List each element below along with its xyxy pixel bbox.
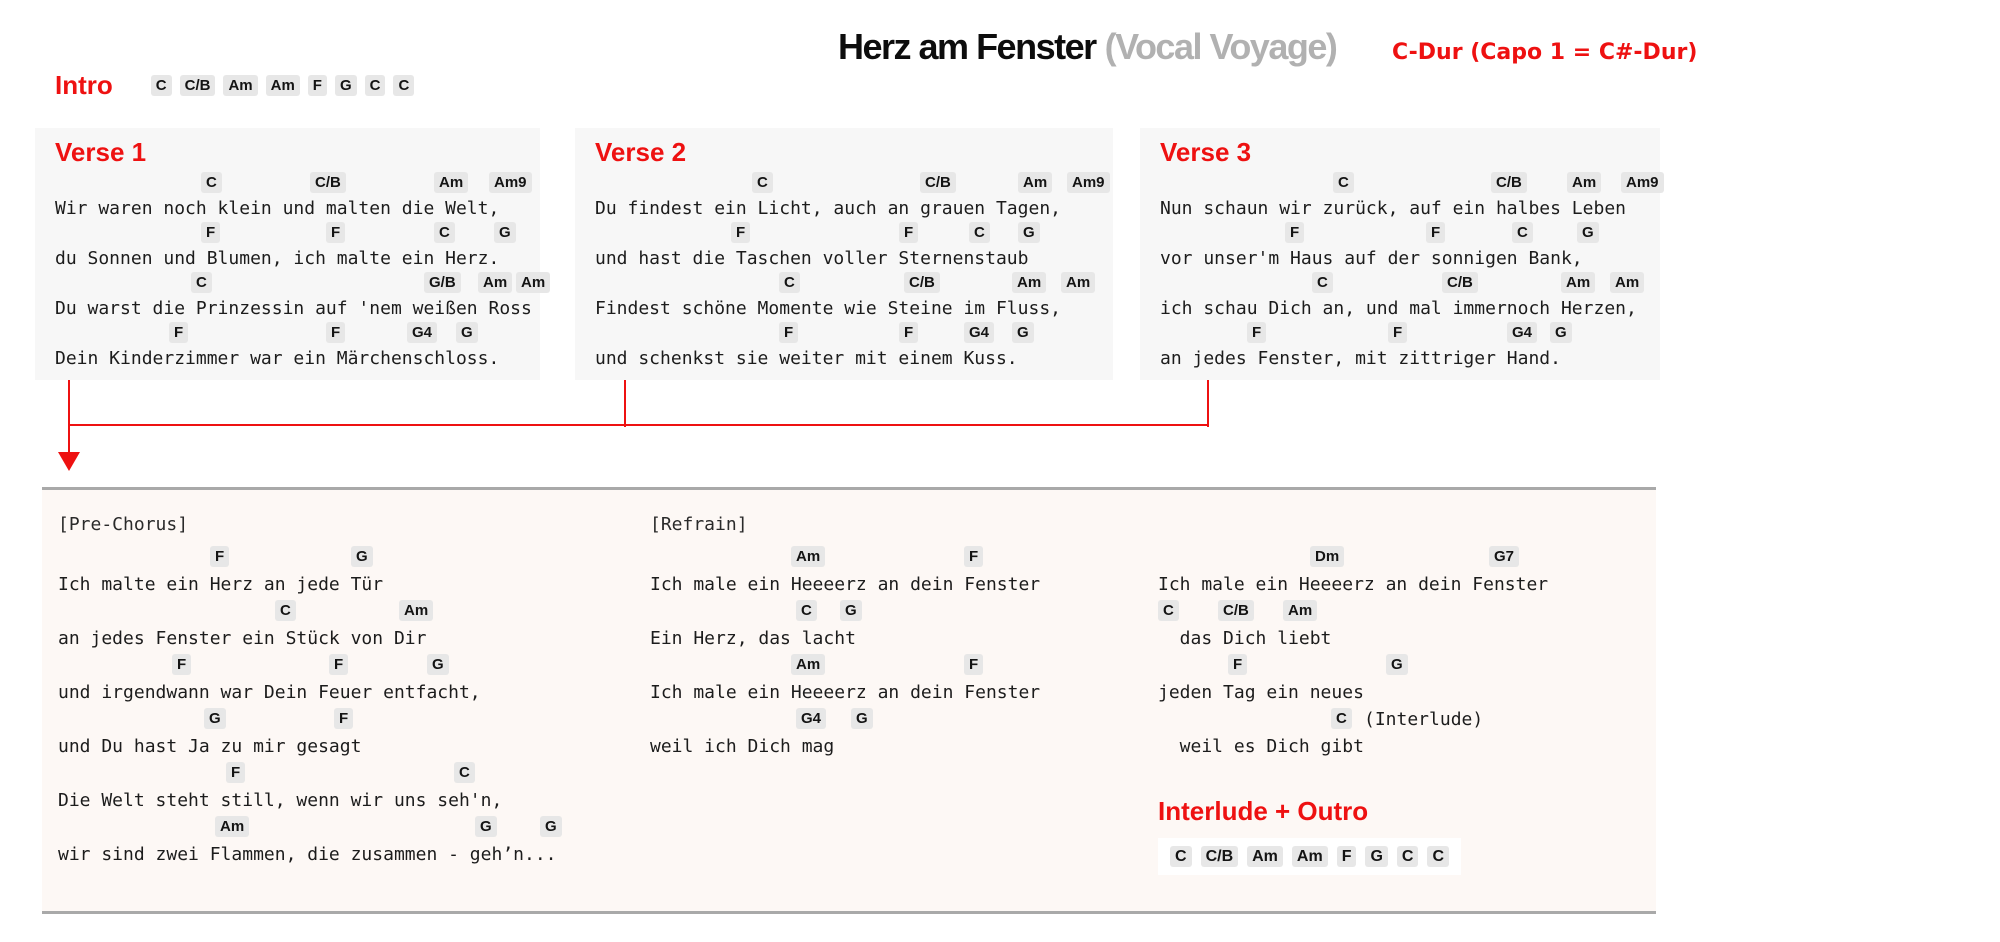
chord-line (650, 546, 1110, 573)
chord-chip: G (456, 322, 478, 343)
lyric-line: Ein Herz, das lacht (650, 628, 856, 649)
chord-chip: G (427, 654, 449, 675)
chord-chip: C (779, 272, 800, 293)
lyric-line: Ich malte ein Herz an jede Tür (58, 574, 384, 595)
chord-chip: Am (791, 654, 825, 675)
chorus-column (58, 514, 642, 914)
chord-chip: G (540, 816, 562, 837)
song-key: C-Dur (Capo 1 = C#-Dur) (1392, 40, 1698, 65)
chord-chip: Am (1018, 172, 1052, 193)
chord-line (55, 272, 546, 297)
chord-chip: Am9 (1621, 172, 1664, 193)
chord-chip: Am (1061, 272, 1095, 293)
lyric-line: vor unser'm Haus auf der sonnigen Bank, (1160, 248, 1583, 269)
verse-heading: Verse 2 (595, 137, 687, 167)
column-header: [Pre-Chorus] (58, 514, 189, 535)
chord-line (595, 322, 1113, 347)
chord-chip: C (1158, 600, 1179, 621)
chord-chip: F (169, 322, 188, 343)
chord-chip: F (1285, 222, 1304, 243)
interlude-note: (Interlude) (1364, 709, 1484, 730)
column-header (1158, 514, 1658, 546)
title-block (838, 26, 1336, 68)
chord-chip: F (172, 654, 191, 675)
lyric-line: Dein Kinderzimmer war ein Märchenschloss. (55, 348, 500, 369)
chord-chip: C (1312, 272, 1333, 293)
chord-line (58, 816, 642, 843)
chord-line (595, 272, 1113, 297)
chord-chip: C/B (904, 272, 940, 293)
chord-chip: C/B (1218, 600, 1254, 621)
verse-heading: Verse 3 (1160, 137, 1252, 167)
chord-chip: G4 (1507, 322, 1537, 343)
verse-box (1140, 128, 1660, 380)
chorus-column (1158, 514, 1658, 914)
chord-chip: G (204, 708, 226, 729)
outro-chords (1158, 838, 1461, 875)
chord-chip: G (1577, 222, 1599, 243)
lyric-line: weil ich Dich mag (650, 736, 835, 757)
intro-chord-chip: C (393, 75, 414, 96)
outro-chord-chip: C (1397, 846, 1419, 867)
chord-chip: F (964, 654, 983, 675)
intro-chords (151, 75, 415, 96)
chord-chip: Am (434, 172, 468, 193)
chord-line (1160, 222, 1660, 247)
chord-chip: C/B (920, 172, 956, 193)
chord-line (595, 222, 1113, 247)
chord-line (650, 654, 1110, 681)
lyric-line: an jedes Fenster, mit zittriger Hand. (1160, 348, 1561, 369)
verse-box (35, 128, 546, 380)
chord-chip: C (275, 600, 296, 621)
outro-chord-chip: G (1365, 846, 1387, 867)
intro-chord-chip: F (308, 75, 327, 96)
lyric-line: Ich male ein Heeeerz an dein Fenster (650, 682, 1041, 703)
chord-line (1160, 322, 1660, 347)
lyric-line: Findest schöne Momente wie Steine im Fluss, (595, 298, 1061, 319)
chord-chip: G7 (1489, 546, 1519, 567)
lyric-line: und irgendwann war Dein Feuer entfacht, (58, 682, 481, 703)
chord-chip: C (969, 222, 990, 243)
chord-chip: C (434, 222, 455, 243)
chord-chip: F (326, 222, 345, 243)
chord-line (58, 708, 642, 735)
outro-chord-chip: C (1427, 846, 1449, 867)
chord-chip: C (1331, 708, 1352, 729)
chord-chip: F (1247, 322, 1266, 343)
verse-heading: Verse 1 (55, 137, 147, 167)
outro-chord-chip: C (1170, 846, 1192, 867)
connector-horizontal-line (68, 424, 1209, 426)
lyric-line: und hast die Taschen voller Sternenstaub (595, 248, 1029, 269)
connector-arrow-stem (68, 426, 70, 454)
verse-box (575, 128, 1113, 380)
chord-chip: F (779, 322, 798, 343)
connector-verse3-line (1207, 380, 1209, 427)
lyric-line: jeden Tag ein neues (1158, 682, 1364, 703)
chord-chip: G (351, 546, 373, 567)
outro-chord-chip: Am (1247, 846, 1283, 867)
chord-line (595, 172, 1113, 197)
chord-line (58, 762, 642, 789)
chord-chip: C/B (310, 172, 346, 193)
chord-chip: F (226, 762, 245, 783)
lyric-line: weil es Dich gibt (1158, 736, 1364, 757)
intro-label: Intro (55, 70, 113, 100)
chord-chip: F (329, 654, 348, 675)
chord-chip: C (1512, 222, 1533, 243)
chord-line (1158, 546, 1658, 573)
chord-chip: C (454, 762, 475, 783)
chord-chip: F (210, 546, 229, 567)
chord-line (55, 222, 540, 247)
chord-line (1160, 272, 1660, 297)
chord-line (650, 708, 1110, 735)
chord-chip: C (201, 172, 222, 193)
chord-chip: Am (215, 816, 249, 837)
outro-chord-chip: Am (1292, 846, 1328, 867)
chord-chip: Am (478, 272, 512, 293)
chord-chip: G (1018, 222, 1040, 243)
chord-chip: F (731, 222, 750, 243)
chord-chip: G4 (796, 708, 826, 729)
chord-chip: G (851, 708, 873, 729)
chord-chip: F (1388, 322, 1407, 343)
chord-chip: Am (1567, 172, 1601, 193)
chord-chip: Am (1283, 600, 1317, 621)
chord-chip: Am (1012, 272, 1046, 293)
chord-line (55, 322, 540, 347)
intro-chord-chip: C/B (180, 75, 216, 96)
chord-line (650, 600, 1110, 627)
chord-chip: C (796, 600, 817, 621)
chord-chip: F (899, 322, 918, 343)
outro-chord-chip: F (1337, 846, 1357, 867)
chord-chip: F (899, 222, 918, 243)
connector-verse1-line (68, 380, 70, 426)
lyric-line: und schenkst sie weiter mit einem Kuss. (595, 348, 1018, 369)
lyric-line: Nun schaun wir zurück, auf ein halbes Leben (1160, 198, 1626, 219)
chord-chip: G (1012, 322, 1034, 343)
chord-chip: G (475, 816, 497, 837)
chord-chip: Am9 (1067, 172, 1110, 193)
chord-chip: Am (516, 272, 550, 293)
chord-chip: F (326, 322, 345, 343)
intro-chord-chip: Am (223, 75, 257, 96)
chord-chip: F (964, 546, 983, 567)
song-title: Herz am Fenster (838, 26, 1096, 67)
chord-chip: C/B (1491, 172, 1527, 193)
chorus-panel (42, 487, 1656, 914)
chord-chip: F (1426, 222, 1445, 243)
lyric-line: das Dich liebt (1158, 628, 1332, 649)
intro-chord-chip: Am (266, 75, 300, 96)
chord-chip: Am9 (489, 172, 532, 193)
intro-chord-chip: C (151, 75, 172, 96)
chord-chip: C (1333, 172, 1354, 193)
chord-line (1160, 172, 1660, 197)
chord-chip: G (494, 222, 516, 243)
lyric-line: an jedes Fenster ein Stück von Dir (58, 628, 427, 649)
chorus-column (650, 514, 1110, 914)
lyric-line: und Du hast Ja zu mir gesagt (58, 736, 362, 757)
chord-chip: G (1386, 654, 1408, 675)
arrow-down-icon (58, 452, 80, 471)
chord-chip: F (334, 708, 353, 729)
outro-heading: Interlude + Outro (1158, 796, 1369, 826)
chord-chip: G4 (407, 322, 437, 343)
chord-chip: C (191, 272, 212, 293)
chord-chip: G/B (424, 272, 461, 293)
lyric-line: ich schau Dich an, und mal immernoch Herzen, (1160, 298, 1637, 319)
column-header: [Refrain] (650, 514, 748, 535)
chord-chip: C/B (1442, 272, 1478, 293)
chord-line (55, 172, 540, 197)
chord-chip: G (1550, 322, 1572, 343)
chord-chip: F (1228, 654, 1247, 675)
lyric-line: Du warst die Prinzessin auf 'nem weißen Ross (55, 298, 532, 319)
lyric-line: du Sonnen und Blumen, ich malte ein Herz. (55, 248, 500, 269)
lyric-line: wir sind zwei Flammen, die zusammen - geh’n... (58, 844, 557, 865)
connector-verse2-line (624, 380, 626, 427)
chord-chip: C (752, 172, 773, 193)
chord-line (1158, 654, 1658, 681)
lyric-line: Du findest ein Licht, auch an grauen Tagen, (595, 198, 1061, 219)
intro-section (55, 70, 414, 101)
outro-chord-chip: C/B (1201, 846, 1239, 867)
chord-chip: Dm (1310, 546, 1344, 567)
chord-chip: Am (399, 600, 433, 621)
chord-line (58, 546, 642, 573)
chord-chip: Am (1561, 272, 1595, 293)
song-subtitle: (Vocal Voyage) (1104, 26, 1337, 67)
chord-line (58, 654, 642, 681)
chord-line (1158, 708, 1658, 735)
chord-chip: G (840, 600, 862, 621)
chord-line (1158, 600, 1658, 627)
lyric-line: Ich male ein Heeeerz an dein Fenster (650, 574, 1041, 595)
intro-chord-chip: G (335, 75, 357, 96)
chord-line (58, 600, 642, 627)
chord-chip: Am (1610, 272, 1644, 293)
lyric-line: Wir waren noch klein und malten die Welt, (55, 198, 500, 219)
lyric-line: Die Welt steht still, wenn wir uns seh'n, (58, 790, 503, 811)
lyric-line: Ich male ein Heeeerz an dein Fenster (1158, 574, 1549, 595)
intro-chord-chip: C (365, 75, 386, 96)
chord-chip: Am (791, 546, 825, 567)
chord-chip: F (201, 222, 220, 243)
chord-chip: G4 (964, 322, 994, 343)
